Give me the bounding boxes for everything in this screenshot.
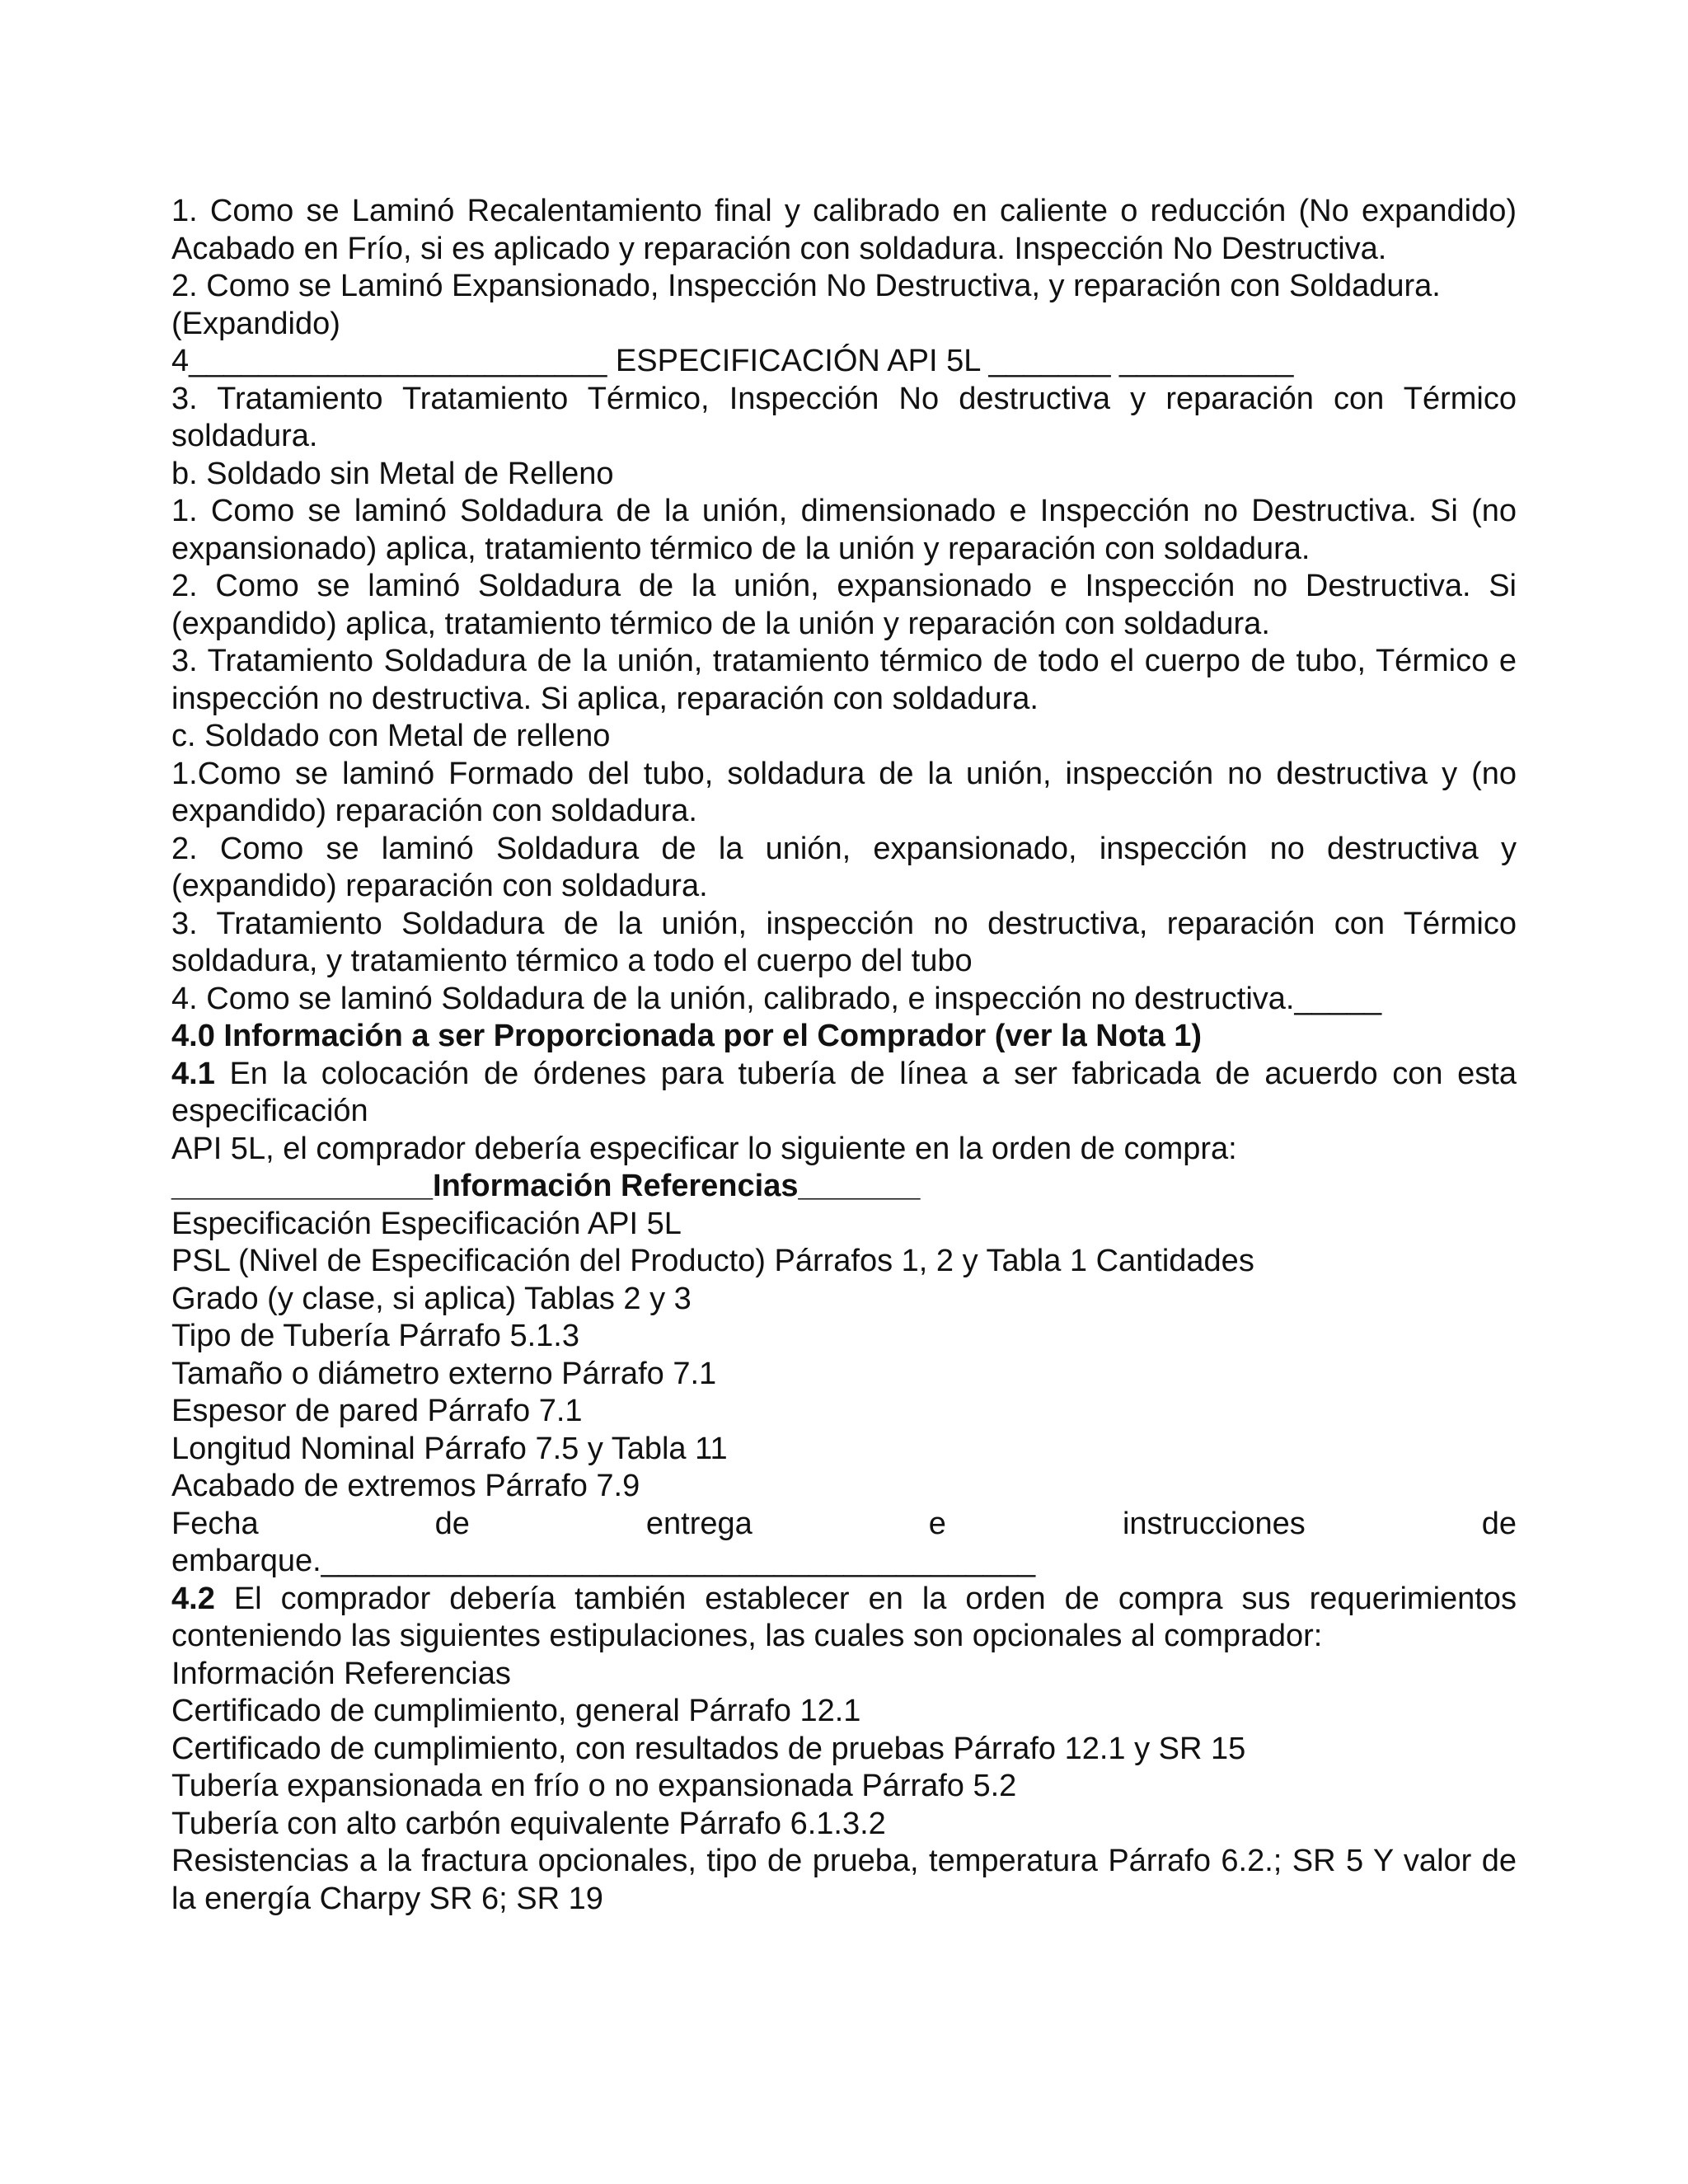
list-item: Espesor de pared Párrafo 7.1 — [171, 1394, 583, 1428]
paragraph-api-5l: API 5L, el comprador debería especificar lo siguiente en la orden de compra: — [171, 1131, 1237, 1166]
list-item-resistencias: Resistencias a la fractura opcionales, tipo de prueba, temperatura Párrafo 6.2.; SR 5 Y valor de la energía Charpy SR 6; SR 19 — [171, 1844, 1517, 1916]
paragraph-c2: 2. Como se laminó Soldadura de la unión, expansionado, inspección no destructiva y (expandido) reparación con soldadura. — [171, 831, 1517, 903]
section-number-4-2: 4.2 — [171, 1581, 215, 1616]
table-header-informacion-referencias-2: Información Referencias — [171, 1656, 511, 1691]
list-item: Especificación Especificación API 5L — [171, 1206, 682, 1241]
subheading-b: b. Soldado sin Metal de Relleno — [171, 456, 614, 491]
list-item: Tubería expansionada en frío o no expansionada Párrafo 5.2 — [171, 1769, 1017, 1803]
list-item: Longitud Nominal Párrafo 7.5 y Tabla 11 — [171, 1431, 728, 1466]
document-page — [171, 193, 1517, 1918]
paragraph-c3: 3. Tratamiento Soldadura de la unión, inspección no destructiva, reparación con Térmico soldadura, y tratamiento térmico a todo el cuerpo del tubo — [171, 906, 1517, 978]
paragraph-4-2 — [171, 1581, 1517, 1656]
list-item: Certificado de cumplimiento, con resultados de pruebas Párrafo 12.1 y SR 15 — [171, 1731, 1246, 1766]
list-item: PSL (Nivel de Especificación del Producto) Párrafos 1, 2 y Tabla 1 Cantidades — [171, 1244, 1254, 1278]
paragraph-2-expansionado: 2. Como se Laminó Expansionado, Inspección No Destructiva, y reparación con Soldadura. — [171, 269, 1441, 303]
paragraph-4-1-text: En la colocación de órdenes para tubería de línea a ser fabricada de acuerdo con esta especificación — [171, 1056, 1517, 1128]
paragraph-4-1 — [171, 1056, 1517, 1131]
list-item: Tamaño o diámetro externo Párrafo 7.1 — [171, 1356, 717, 1391]
paragraph-b1: 1. Como se laminó Soldadura de la unión, dimensionado e Inspección no Destructiva. Si (no expansionado) aplica, tratamiento térmico de la unión y reparación con soldadura. — [171, 494, 1517, 566]
paragraph-c1: 1.Como se laminó Formado del tubo, soldadura de la unión, inspección no destructiva y (no expandido) reparación con soldadura. — [171, 756, 1517, 828]
list-item: Tipo de Tubería Párrafo 5.1.3 — [171, 1319, 580, 1353]
subheading-c: c. Soldado con Metal de relleno — [171, 719, 611, 753]
list-item: Acabado de extremos Párrafo 7.9 — [171, 1469, 640, 1503]
table-header-informacion-referencias: _______________Información Referencias_______ — [171, 1169, 921, 1203]
list-item: Tubería con alto carbón equivalente Párrafo 6.1.3.2 — [171, 1806, 886, 1841]
list-item: Grado (y clase, si aplica) Tablas 2 y 3 — [171, 1281, 692, 1316]
page-header-line: 4________________________ ESPECIFICACIÓN API 5L _______ __________ — [171, 344, 1294, 378]
list-item-fecha-entrega: Fecha de entrega e instrucciones de — [171, 1506, 1517, 1541]
paragraph-b3: 3. Tratamiento Soldadura de la unión, tratamiento térmico de todo el cuerpo de tubo, Térmico e inspección no destructiva. Si aplica, reparación con soldadura. — [171, 644, 1517, 716]
paragraph-3-tratamiento: 3. Tratamiento Tratamiento Térmico, Inspección No destructiva y reparación con Térmico soldadura. — [171, 381, 1517, 453]
list-item-embarque: embarque._________________________________________ — [171, 1544, 1036, 1578]
paragraph-b2: 2. Como se laminó Soldadura de la unión, expansionado e Inspección no Destructiva. Si (expandido) aplica, tratamiento térmico de la unión y reparación con soldadura. — [171, 569, 1517, 641]
section-number-4-1: 4.1 — [171, 1056, 215, 1091]
paragraph-expandido: (Expandido) — [171, 306, 340, 341]
list-item: Certificado de cumplimiento, general Párrafo 12.1 — [171, 1694, 861, 1728]
paragraph-1-como-se-lamino: 1. Como se Laminó Recalentamiento final y calibrado en caliente o reducción (No expandido) Acabado en Frío, si es aplicado y reparación con soldadura. Inspección No Destructiva. — [171, 194, 1517, 266]
paragraph-c4: 4. Como se laminó Soldadura de la unión, calibrado, e inspección no destructiva._____ — [171, 981, 1382, 1016]
paragraph-4-2-text: El comprador debería también establecer en la orden de compra sus requerimientos conteniendo las siguientes estipulaciones, las cuales son opcionales al comprador: — [171, 1581, 1517, 1653]
section-heading-4-0: 4.0 Información a ser Proporcionada por el Comprador (ver la Nota 1) — [171, 1019, 1203, 1053]
